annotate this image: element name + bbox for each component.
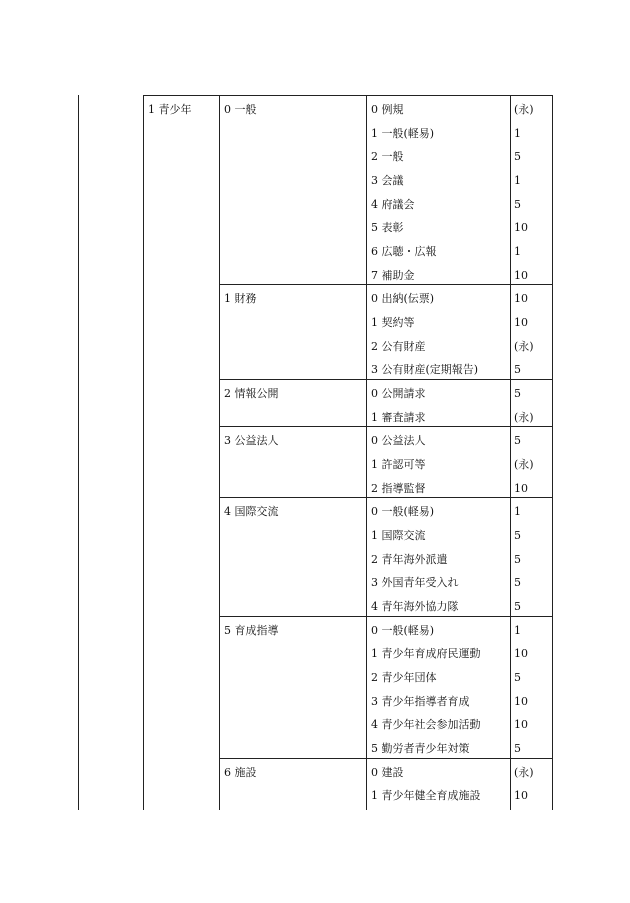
item-label: 7 補助金 (371, 269, 415, 282)
table-vertical-rule (143, 95, 144, 810)
item-label: 1 国際交流 (371, 529, 426, 542)
retention-years: 10 (514, 269, 528, 282)
retention-years: 10 (514, 221, 528, 234)
retention-years: 5 (514, 742, 521, 755)
retention-years: (永) (514, 103, 534, 116)
item-label: 5 表彰 (371, 221, 404, 234)
retention-years: 5 (514, 553, 521, 566)
table-vertical-rule (366, 95, 367, 810)
item-label: 5 勤労者青少年対策 (371, 742, 470, 755)
item-label: 3 外国青年受入れ (371, 576, 459, 589)
item-label: 2 一般 (371, 150, 404, 163)
group-label: 0 一般 (224, 103, 257, 116)
item-label: 0 公益法人 (371, 434, 426, 447)
item-label: 1 許認可等 (371, 458, 426, 471)
retention-years: (永) (514, 458, 534, 471)
item-label: 4 青年海外協力隊 (371, 600, 459, 613)
table-vertical-rule (510, 95, 511, 810)
group-label: 4 国際交流 (224, 505, 279, 518)
item-label: 0 一般(軽易) (371, 624, 435, 637)
table-horizontal-rule (143, 95, 553, 96)
item-label: 2 指導監督 (371, 482, 426, 495)
retention-years: 5 (514, 198, 521, 211)
retention-years: 5 (514, 434, 521, 447)
group-label: 5 育成指導 (224, 624, 279, 637)
item-label: 3 会議 (371, 174, 404, 187)
retention-years: 10 (514, 695, 528, 708)
retention-years: 1 (514, 245, 521, 258)
retention-years: 1 (514, 127, 521, 140)
retention-years: (永) (514, 766, 534, 779)
retention-years: 5 (514, 363, 521, 376)
retention-years: 10 (514, 292, 528, 305)
table-horizontal-rule (219, 284, 553, 285)
item-label: 2 青少年団体 (371, 671, 437, 684)
table-vertical-rule (78, 95, 79, 810)
group-label: 1 財務 (224, 292, 257, 305)
group-label: 3 公益法人 (224, 434, 279, 447)
retention-years: 10 (514, 789, 528, 802)
retention-years: 1 (514, 624, 521, 637)
retention-years: 10 (514, 482, 528, 495)
table-horizontal-rule (219, 497, 553, 498)
item-label: 1 審査請求 (371, 411, 426, 424)
group-label: 2 情報公開 (224, 387, 279, 400)
item-label: 0 例規 (371, 103, 404, 116)
item-label: 1 一般(軽易) (371, 127, 435, 140)
retention-years: (永) (514, 411, 534, 424)
retention-years: 5 (514, 671, 521, 684)
item-label: 1 青少年育成府民運動 (371, 647, 481, 660)
retention-years: (永) (514, 340, 534, 353)
item-label: 0 建設 (371, 766, 404, 779)
item-label: 2 青年海外派遣 (371, 553, 448, 566)
retention-years: 1 (514, 505, 521, 518)
item-label: 4 府議会 (371, 198, 415, 211)
retention-years: 5 (514, 600, 521, 613)
retention-years: 10 (514, 647, 528, 660)
group-label: 6 施設 (224, 766, 257, 779)
item-label: 3 青少年指導者育成 (371, 695, 470, 708)
retention-years: 5 (514, 529, 521, 542)
retention-years: 10 (514, 718, 528, 731)
item-label: 3 公有財産(定期報告) (371, 363, 479, 376)
item-label: 0 出納(伝票) (371, 292, 435, 305)
item-label: 0 一般(軽易) (371, 505, 435, 518)
item-label: 0 公開請求 (371, 387, 426, 400)
retention-years: 5 (514, 150, 521, 163)
retention-years: 5 (514, 576, 521, 589)
retention-years: 5 (514, 387, 521, 400)
table-horizontal-rule (219, 616, 553, 617)
retention-years: 10 (514, 316, 528, 329)
item-label: 2 公有財産 (371, 340, 426, 353)
retention-years: 1 (514, 174, 521, 187)
table-horizontal-rule (219, 379, 553, 380)
item-label: 1 契約等 (371, 316, 415, 329)
table-horizontal-rule (219, 426, 553, 427)
category-label: 1 青少年 (148, 103, 192, 116)
item-label: 6 広聴・広報 (371, 245, 437, 258)
table-vertical-rule (219, 95, 220, 810)
table-vertical-rule (552, 95, 553, 810)
item-label: 1 青少年健全育成施設 (371, 789, 481, 802)
item-label: 4 青少年社会参加活動 (371, 718, 481, 731)
table-horizontal-rule (219, 758, 553, 759)
